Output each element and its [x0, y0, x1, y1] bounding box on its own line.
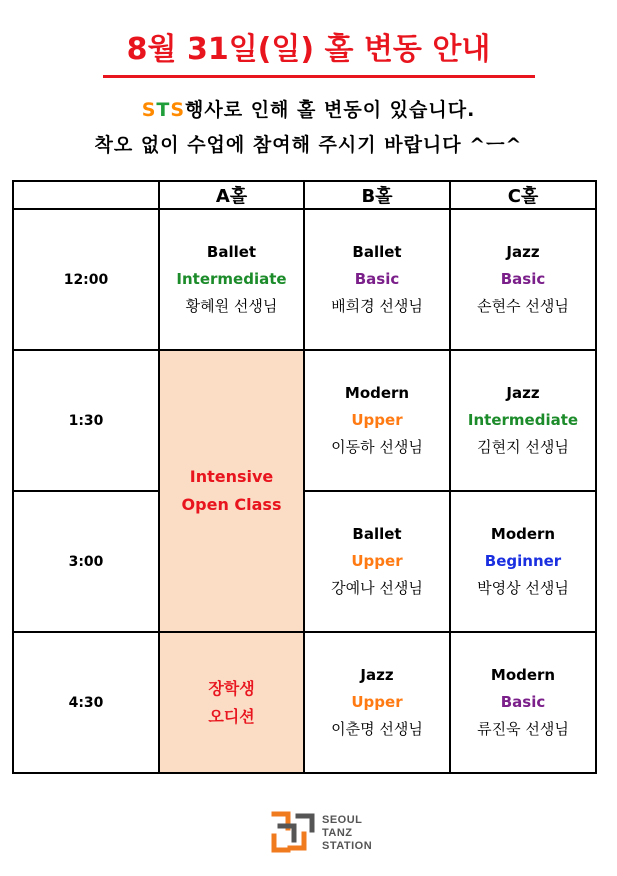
table-row — [13, 491, 596, 632]
class-genre: Modern — [490, 525, 556, 543]
class-teacher: 손현수 선생님 — [477, 297, 569, 315]
class-cell — [304, 350, 450, 491]
logo-text — [322, 814, 372, 853]
time-cell: 4:30 — [13, 632, 159, 773]
class-genre: Ballet — [352, 525, 402, 543]
class-level: Upper — [351, 693, 403, 711]
class-cell — [304, 491, 450, 632]
time-cell: 12:00 — [13, 209, 159, 350]
notice-line-1 — [0, 96, 617, 124]
table-row — [13, 209, 596, 350]
class-genre: Ballet — [352, 243, 402, 261]
logo-text-line-3: STATION — [322, 840, 373, 852]
class-genre: Jazz — [360, 666, 394, 684]
class-teacher: 황혜원 선생님 — [185, 297, 278, 315]
class-level: Upper — [351, 552, 403, 570]
class-level: Beginner — [484, 552, 562, 570]
notice-line-1-text: 행사로 인해 홀 변동이 있습니다. — [185, 99, 476, 121]
page-title: 8월 31일(일) 홀 변동 안내 — [126, 32, 491, 67]
class-cell — [450, 491, 596, 632]
header-hall-c: C홀 — [450, 181, 596, 209]
class-level: Basic — [500, 693, 546, 711]
schedule-table — [12, 180, 597, 774]
class-cell — [304, 209, 450, 350]
intensive-line-1: Intensive — [189, 467, 274, 486]
audition-cell — [159, 632, 304, 773]
class-teacher: 배희경 선생님 — [331, 297, 423, 315]
class-genre: Jazz — [506, 243, 540, 261]
class-cell — [159, 209, 304, 350]
class-teacher: 강예나 선생님 — [331, 579, 423, 597]
class-cell — [304, 632, 450, 773]
class-cell — [450, 632, 596, 773]
table-row — [13, 350, 596, 491]
class-cell — [450, 209, 596, 350]
class-cell — [450, 350, 596, 491]
class-teacher: 김현지 선생님 — [477, 438, 569, 456]
class-level: Intermediate — [176, 270, 287, 288]
time-cell: 3:00 — [13, 491, 159, 632]
class-genre: Modern — [344, 384, 410, 402]
header-hall-b: B홀 — [304, 181, 450, 209]
class-teacher: 박영상 선생님 — [477, 579, 569, 597]
intensive-class-cell — [159, 350, 304, 632]
logo-text-line-2: TANZ — [322, 827, 353, 839]
class-teacher: 이동하 선생님 — [331, 438, 423, 456]
class-level: Basic — [500, 270, 546, 288]
table-header-row — [13, 181, 596, 209]
class-teacher: 류진욱 선생님 — [477, 720, 569, 738]
class-level: Upper — [351, 411, 403, 429]
time-cell: 1:30 — [13, 350, 159, 491]
intensive-line-2: Open Class — [181, 495, 282, 514]
class-level: Basic — [354, 270, 400, 288]
logo-text-line-1: SEOUL — [322, 814, 363, 826]
audition-line-1: 장학생 — [208, 678, 255, 698]
sts-s-letter-2: S — [170, 99, 186, 121]
class-genre: Ballet — [206, 243, 257, 261]
class-genre: Modern — [490, 666, 556, 684]
class-level: Intermediate — [467, 411, 579, 429]
header-empty — [13, 181, 159, 209]
audition-line-2: 오디션 — [208, 706, 255, 726]
table-row — [13, 632, 596, 773]
class-teacher: 이춘명 선생님 — [331, 720, 423, 738]
sts-t-letter: T — [156, 99, 171, 121]
sts-s-letter: S — [141, 99, 157, 121]
class-genre: Jazz — [506, 384, 540, 402]
title-underline — [103, 75, 535, 78]
notice-line-2: 착오 없이 수업에 참여해 주시기 바랍니다 ^ㅡ^ — [94, 134, 523, 156]
header-hall-a: A홀 — [159, 181, 304, 209]
